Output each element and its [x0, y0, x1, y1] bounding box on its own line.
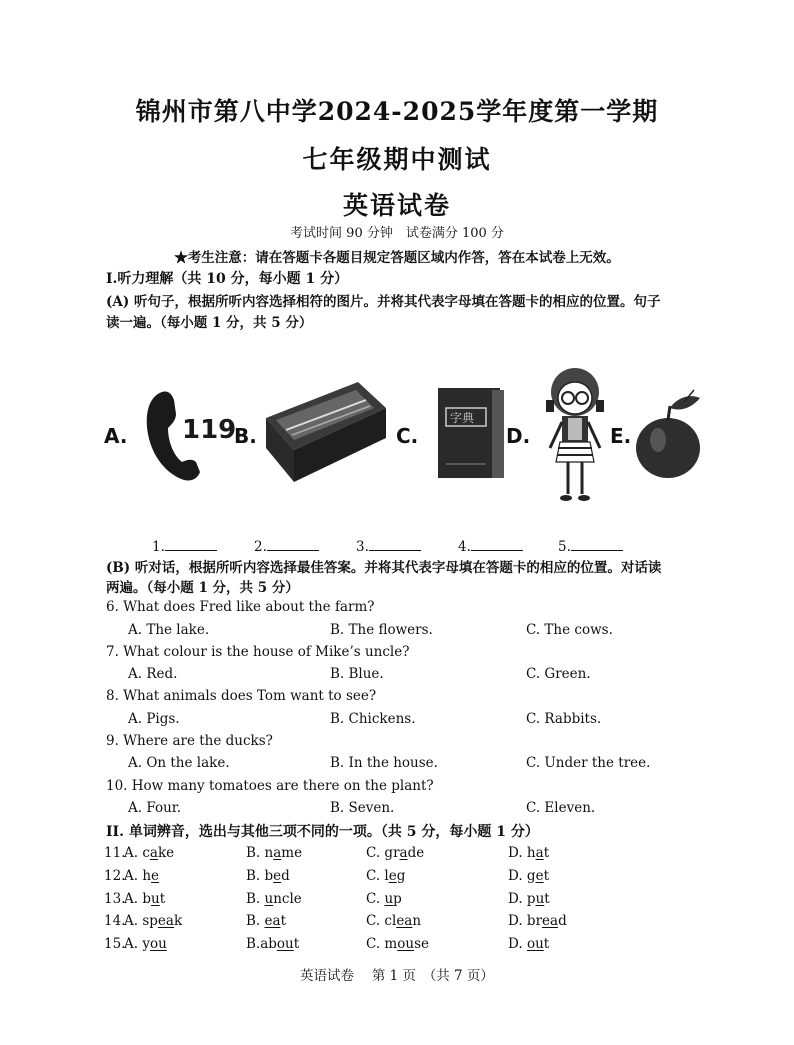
dictionary-text: 字典: [450, 411, 475, 425]
question-7-option-c[interactable]: C. Green.: [526, 666, 591, 682]
question-7-option-b[interactable]: B. Blue.: [330, 666, 384, 682]
question-15-option-d[interactable]: D. out: [508, 936, 550, 952]
part2-heading: II. 单词辨音，选出与其他三项不同的一项。（共 5 分，每小题 1 分）: [106, 824, 539, 840]
question-8-option-a[interactable]: A. Pigs.: [128, 711, 180, 727]
question-11-option-a[interactable]: A. cake: [124, 845, 175, 861]
question-10-option-b[interactable]: B. Seven.: [330, 800, 395, 816]
question-15-option-c[interactable]: C. mouse: [366, 936, 429, 952]
picture-label-b: B.: [234, 424, 257, 448]
question-13-number: 13.: [104, 891, 126, 907]
question-14-option-b[interactable]: B. eat: [246, 913, 286, 929]
picture-label-e: E.: [610, 424, 632, 448]
exam-subject: 英语试卷: [342, 191, 451, 220]
question-9-option-c[interactable]: C. Under the tree.: [526, 755, 651, 771]
part1-b-instructions-line1: (B) 听对话，根据所听内容选择最佳答案。并将其代表字母填在答题卡的相应的位置。对话读: [106, 560, 662, 576]
blank-line: [267, 538, 319, 551]
picture-label-c: C.: [396, 424, 419, 448]
girl-glasses-icon: [540, 366, 610, 506]
exam-title: 锦州市第八中学2024-2025学年度第一学期: [135, 97, 659, 126]
question-12-option-b[interactable]: B. bed: [246, 868, 290, 884]
part1-heading: I.听力理解（共 10 分，每小题 1 分）: [106, 271, 349, 287]
question-9-option-a[interactable]: A. On the lake.: [128, 755, 230, 771]
question-13-option-c[interactable]: C. up: [366, 891, 402, 907]
answer-blank-4[interactable]: [458, 538, 523, 555]
question-10: 10. How many tomatoes are there on the plant?: [106, 778, 434, 794]
page-footer: 英语试卷 第 1 页 （共 7 页）: [300, 968, 494, 984]
part1-b-instructions-line2: 两遍。（每小题 1 分，共 5 分）: [106, 580, 299, 596]
question-7: 7. What colour is the house of Mike’s uncle?: [106, 644, 410, 660]
pencil-box-icon: [262, 378, 390, 486]
question-11-option-c[interactable]: C. grade: [366, 845, 425, 861]
question-7-option-a[interactable]: A. Red.: [128, 666, 178, 682]
question-11-option-b[interactable]: B. name: [246, 845, 303, 861]
question-15-option-a[interactable]: A. you: [124, 936, 167, 952]
question-12-number: 12.: [104, 868, 126, 884]
question-12-option-c[interactable]: C. leg: [366, 868, 406, 884]
blank-number: 3.: [356, 539, 369, 555]
part1-a-instructions-line1: (A) 听句子，根据所听内容选择相符的图片。并将其代表字母填在答题卡的相应的位置。句子: [106, 294, 661, 310]
phone-119-text: 119: [182, 415, 237, 445]
blank-number: 1.: [152, 539, 165, 555]
answer-blank-3[interactable]: [356, 538, 421, 555]
question-14-number: 14.: [104, 913, 126, 929]
question-8-option-c[interactable]: C. Rabbits.: [526, 711, 602, 727]
question-13-option-b[interactable]: B. uncle: [246, 891, 302, 907]
question-14-option-c[interactable]: C. clean: [366, 913, 422, 929]
question-14-option-a[interactable]: A. speak: [124, 913, 183, 929]
question-8-option-b[interactable]: B. Chickens.: [330, 711, 416, 727]
answer-blank-1[interactable]: [152, 538, 217, 555]
picture-label-d: D.: [506, 424, 531, 448]
answer-blank-2[interactable]: [254, 538, 319, 555]
picture-label-a: A.: [104, 424, 128, 448]
blank-number: 5.: [558, 539, 571, 555]
question-13-option-d[interactable]: D. put: [508, 891, 550, 907]
question-15-number: 15.: [104, 936, 126, 952]
question-6: 6. What does Fred like about the farm?: [106, 599, 375, 615]
phone-119-icon: [140, 384, 237, 484]
apple-icon: [632, 386, 708, 486]
exam-notice: ★考生注意：请在答题卡各题目规定答题区域内作答，答在本试卷上无效。: [174, 250, 620, 266]
question-11-number: 11.: [104, 845, 126, 861]
question-11-option-d[interactable]: D. hat: [508, 845, 550, 861]
part1-a-instructions-line2: 读一遍。（每小题 1 分，共 5 分）: [106, 315, 313, 331]
blank-line: [369, 538, 421, 551]
question-9: 9. Where are the ducks?: [106, 733, 273, 749]
answer-blank-5[interactable]: [558, 538, 623, 555]
blank-number: 4.: [458, 539, 471, 555]
question-9-option-b[interactable]: B. In the house.: [330, 755, 438, 771]
question-15-option-b[interactable]: B.about: [246, 936, 300, 952]
question-6-option-a[interactable]: A. The lake.: [128, 622, 210, 638]
question-12-option-d[interactable]: D. get: [508, 868, 550, 884]
exam-subtitle: 七年级期中测试: [302, 145, 492, 174]
blank-line: [471, 538, 523, 551]
question-10-option-a[interactable]: A. Four.: [128, 800, 182, 816]
blank-number: 2.: [254, 539, 267, 555]
question-6-option-c[interactable]: C. The cows.: [526, 622, 613, 638]
question-12-option-a[interactable]: A. he: [124, 868, 160, 884]
question-14-option-d[interactable]: D. bread: [508, 913, 567, 929]
dictionary-icon: [432, 384, 508, 484]
question-10-option-c[interactable]: C. Eleven.: [526, 800, 596, 816]
question-8: 8. What animals does Tom want to see?: [106, 688, 377, 704]
exam-time-info: 考试时间 90 分钟 试卷满分 100 分: [290, 226, 504, 241]
question-6-option-b[interactable]: B. The flowers.: [330, 622, 433, 638]
question-13-option-a[interactable]: A. but: [124, 891, 166, 907]
blank-line: [165, 538, 217, 551]
blank-line: [571, 538, 623, 551]
